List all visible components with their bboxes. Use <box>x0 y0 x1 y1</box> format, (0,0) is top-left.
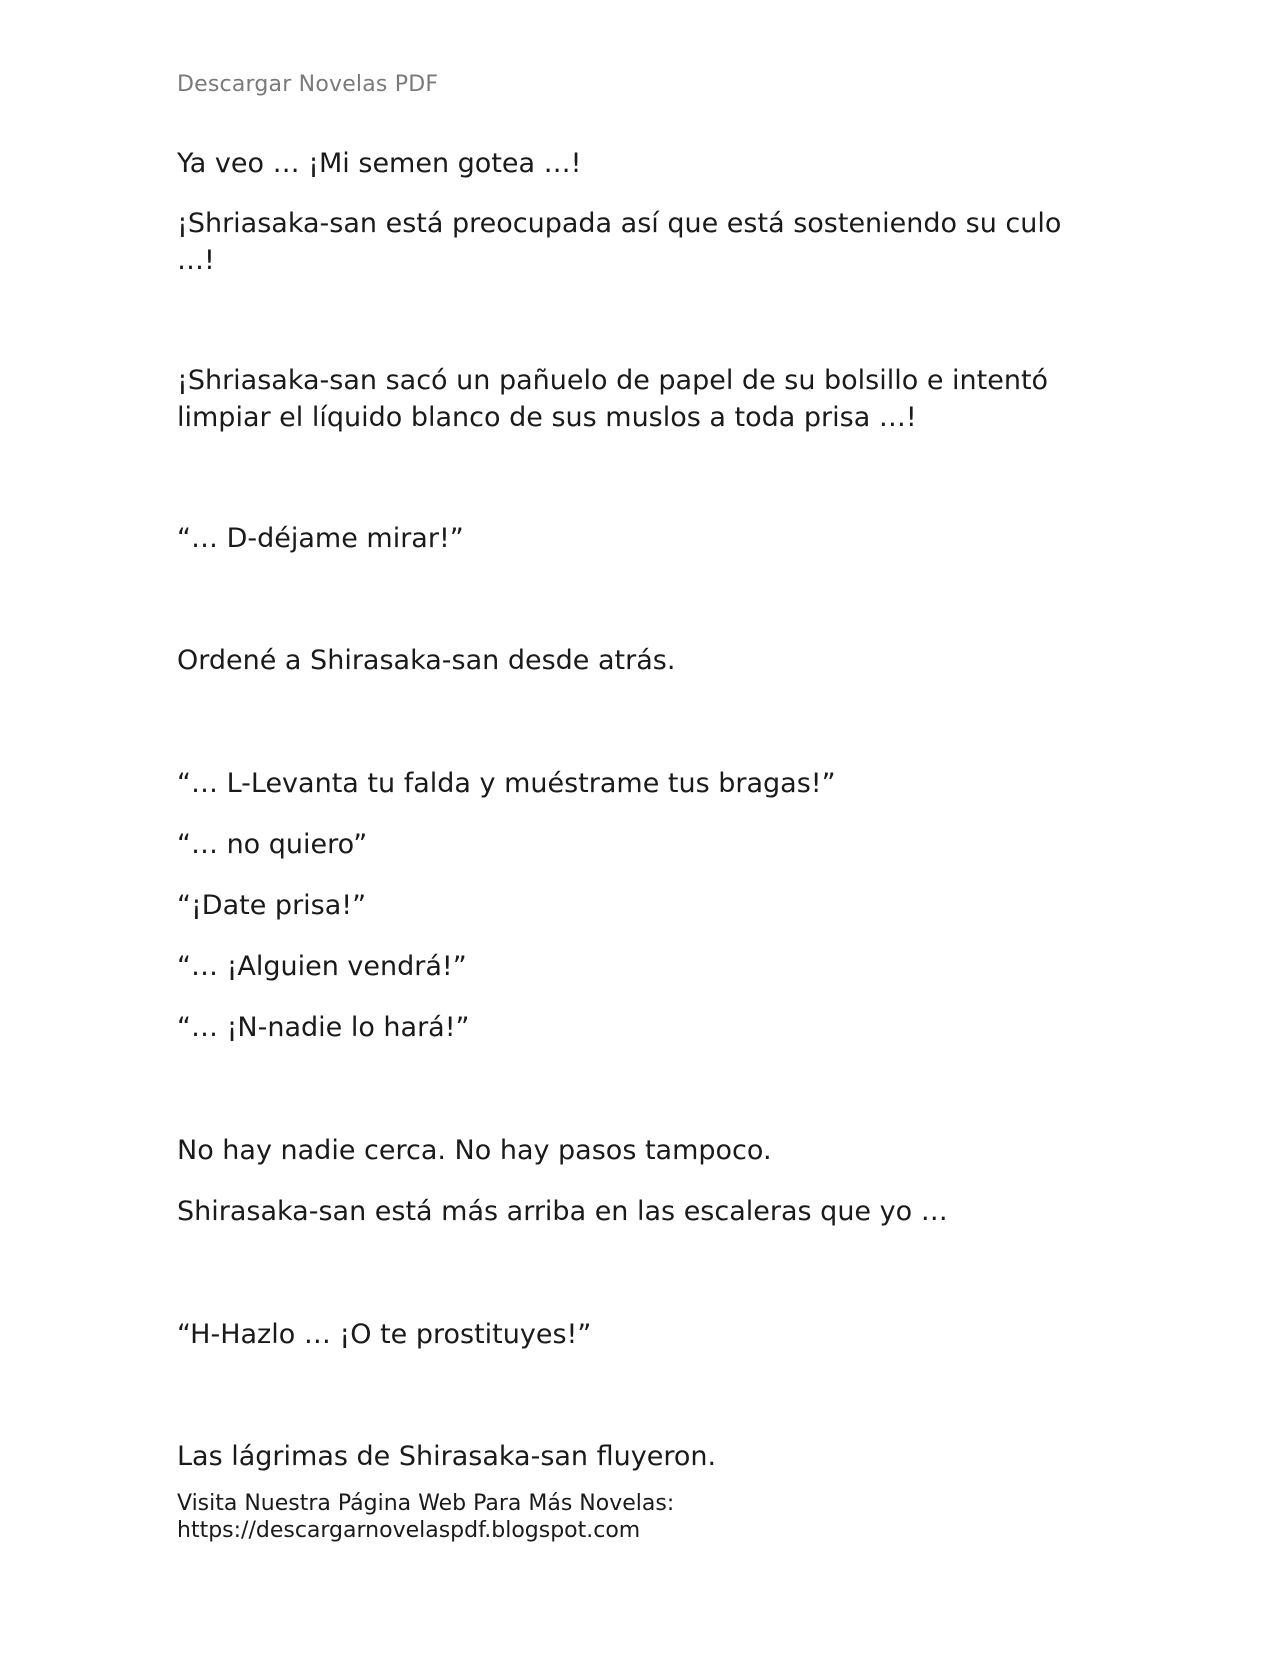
footer-url-link[interactable]: https://descargarnovelaspdf.blogspot.com <box>177 1518 641 1543</box>
dialogue-line: “… L-Levanta tu falda y muéstrame tus bragas!” <box>177 768 836 799</box>
paragraph: Ya veo … ¡Mi semen gotea …! <box>177 148 582 179</box>
dialogue-line: “H-Hazlo … ¡O te prostituyes!” <box>177 1319 592 1350</box>
dialogue-line: “… ¡N-nadie lo hará!” <box>177 1012 470 1043</box>
paragraph: No hay nadie cerca. No hay pasos tampoco. <box>177 1135 772 1166</box>
page-header: Descargar Novelas PDF <box>177 72 439 97</box>
paragraph: ¡Shriasaka-san está preocupada así que está sosteniendo su culo …! <box>177 208 1062 276</box>
dialogue-line: “… ¡Alguien vendrá!” <box>177 951 467 982</box>
footer-visit-text: Visita Nuestra Página Web Para Más Novelas: <box>177 1491 675 1516</box>
paragraph: Las lágrimas de Shirasaka-san fluyeron. <box>177 1441 717 1472</box>
dialogue-line: “… no quiero” <box>177 829 368 860</box>
paragraph: Shirasaka-san está más arriba en las escaleras que yo … <box>177 1196 948 1227</box>
dialogue-line: “… D-déjame mirar!” <box>177 523 464 554</box>
paragraph: Ordené a Shirasaka-san desde atrás. <box>177 645 676 676</box>
paragraph: ¡Shriasaka-san sacó un pañuelo de papel de su bolsillo e intentó limpiar el líquido blanco de sus muslos a toda prisa …! <box>177 365 1049 433</box>
page-footer <box>177 1490 674 1544</box>
dialogue-line: “¡Date prisa!” <box>177 890 367 921</box>
